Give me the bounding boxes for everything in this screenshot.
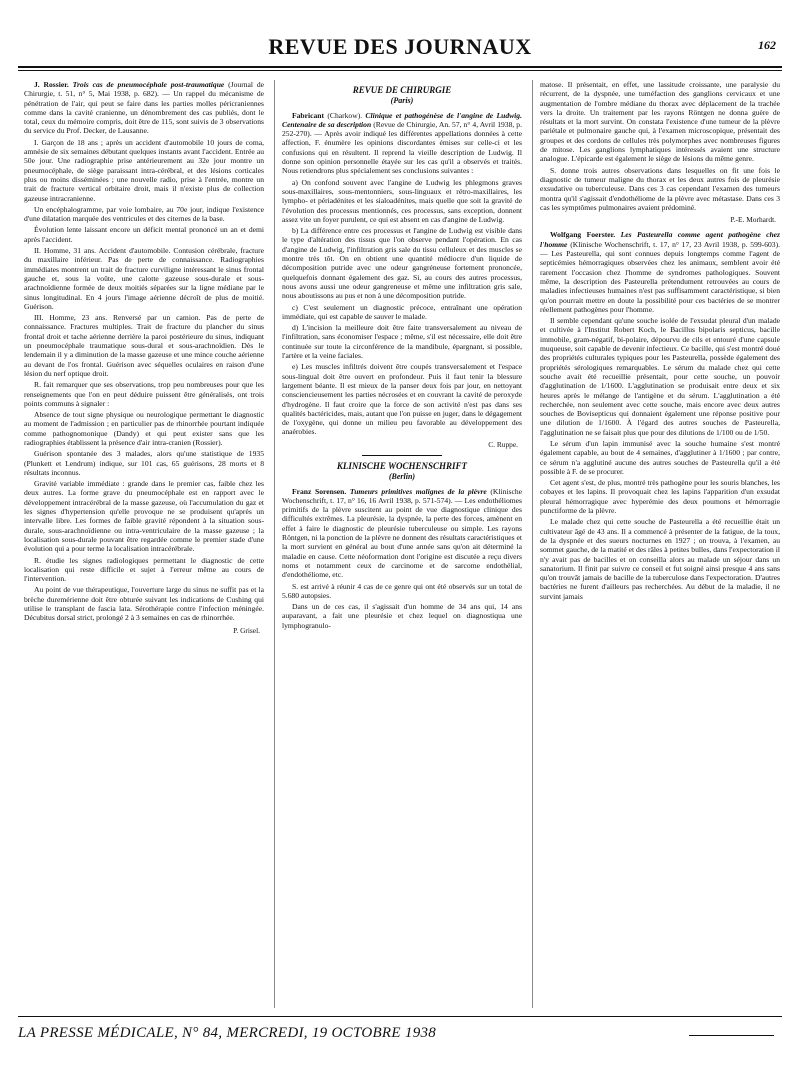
article-fabricant-intro — [282, 111, 522, 176]
column-3 — [540, 80, 780, 1010]
paragraph: Il semble cependant qu'une souche isolée de l'exsudat pleural d'un malade et cultivée à l'Institut Robert Koch, le Bacillus bipolaris septicus, bacille immobile, gram-négatif, bi-polaire, dépourvu de cils et entouré d'une capsule muqueuse, soit capable de devenir infectieux. Ce bacille, qui s'est montré doué des propriétés culturales typiques pour les Pasteurella, possède également des propriétés sérologiques remarquables. Le sérum du malade chez qui cette souche avait été recueillie présentait, pour cette souche, un pouvoir d'agglutination de 1/1600. L'agglutination se produisait entre deux et six heures après le mélange de l'antigène et du sérum. L'agglutination a été recherchée, non seulement avec cette souche, mais encore avec deux autres souches de Bovisepticus qui donnaient également une réponse positive pour une dilution de 1/1600. À l'égard des autres souches de Pasteurella, l'agglutination ne se faisait plus que pour des dilutions de 1/100 ou de 1/50. — [540, 316, 780, 437]
article-author-place: (Charkow). — [327, 110, 363, 120]
article-body: (Klinische Wochenschrift, t. 17, n° 16, 16 Avril 1938, p. 571-574). — Les endothéliomes primitifs de la plèvre suscitent au point de vue diagnostique clinique des difficultés extrêmes. La pleurésie, la dyspnée, la perte des forces, amènent en effet à faire le diagnostic de pleurésie tuberculeuse ou simple. Les rayons Röntgen, ni la ponction de la plèvre ne donnent des résultats caractéristiques et la mort survient en général au bout d'une année sans qu'on ait déterminé la maladie en cause. Cette néoformation dont l'origine est discutée a reçu divers noms et notamment ceux de carcinome et de sarcome endothélial, d'endothéliome, etc. — [282, 486, 522, 580]
article-title: Clinique et pathogénèse de l'angine de Ludwig. Centenaire de sa description — [282, 110, 522, 129]
article-rossier-intro — [24, 80, 264, 136]
paragraph: c) C'est seulement un diagnostic précoce, entraînant une opération immédiate, qui est capable de sauver le malade. — [282, 302, 522, 321]
section-divider — [362, 455, 442, 456]
paragraph: R. étudie les signes radiologiques permettant le diagnostic de cette localisation qui reste difficile et sujet à l'erreur même au cours de l'intervention. — [24, 555, 264, 584]
header-rule-thin — [18, 70, 782, 71]
article-author: Fabricant — [292, 110, 325, 120]
article-author: J. Rossier. — [34, 80, 69, 89]
paragraph: S. donne trois autres observations dans lesquelles on fit une fois le diagnostic de tumeur maligne du thorax et les deux autres fois de pleurésie exsudative ou tuberculeuse. Dans ces 3 cas cependant l'examen des tumeurs montra qu'il s'agissait d'endothéliome de la plèvre avec métastase. Dans ces 3 cas les symptômes pulmonaires avaient prédominé. — [540, 165, 780, 212]
article-title: Tumeurs primitives malignes de la plèvre — [349, 486, 487, 496]
header-rule — [18, 66, 782, 68]
page-number: 162 — [758, 38, 776, 52]
signature: P.-E. Morhardt. — [730, 215, 776, 225]
paragraph: d) L'incision la meilleure doit être faite transversalement au niveau de l'infiltration, sans économiser l'espace ; même, s'il est nécessaire, elle doit être continuée sur toute la circonférence de la mandibule, épargnant, si possible, l'artère et la veine faciales. — [282, 323, 522, 361]
paragraph: Le malade chez qui cette souche de Pasteurella a été recueillie était un cultivateur âgé de 43 ans. Il a commencé à présenter de la fatigue, de la toux, de la dyspnée et des sueurs nocturnes en 1927 ; on trouva, à l'examen, au sommet gauche, de la matité et des râles à petites bulles, dans l'expectoration il n'y avait pas de bacilles et on conseilla alors au malade un séjour dans un sanatorium. Il finit par suivre ce conseil et fut soigné ainsi presque 4 ans sans qu'on trouvât jamais de bacille de la tuberculose dans l'expectoration. D'autres bactéries ne furent d'ailleurs pas recherchées. Au début de la maladie, il ne survint jamais — [540, 517, 780, 601]
paragraph: Évolution lente laissant encore un déficit mental prononcé un an et demi après l'accident. — [24, 225, 264, 244]
paragraph: Au point de vue thérapeutique, l'ouverture large du sinus ne suffit pas et la brèche duremérienne doit être obturée suivant les indications de Cushing qui utilise le transplant de fascia lata. Sérothérapie contre l'infection méningée. Décubitus dorsal strict, prolongé 2 à 3 semaines en cas de rhinorrhée. — [24, 585, 264, 623]
section-city: (Paris) — [390, 96, 414, 106]
article-foerster-intro — [540, 230, 780, 314]
paragraph: a) On confond souvent avec l'angine de Ludwig les phlegmons graves sous-maxillaires, sous-mentonniers, sous-linguaux et rétro-maxillaires, les lympho- et périadénites et les sialoadénites, mais quelle que soit la gravité de l'évolution des processus mentionnés, ces processus, sans exception, donnent assez vite un foyer purulent, ce qui est absent en cas d'angine de Ludwig. — [282, 177, 522, 224]
paragraph: Gravité variable immédiate : grande dans le premier cas, faible chez les deux autres. La forme grave du pneumocéphale est en rapport avec le développement intracérébral de la masse gazeuse, où l'accumulation du gaz et les signes d'hypertension qu'elle provoque ne se produisent qu'après un intervalle libre. Les formes de faible gravité répondent à la situation sous-durale, sous-arachnoïdienne ou intra-ventriculaire de la masse gazeuse ; la localisation sous-durale pouvant être regardée comme le premier stade d'une évolution qui a pour terme la localisation intracérébrale. — [24, 479, 264, 554]
column-divider-2 — [532, 80, 533, 1008]
article-body: (Journal de Chirurgie, t. 51, n° 5, Mai 1938, p. 682). — Un rappel du mécanisme de pénétration de l'air, qui peut se faire dans les parties molles péricraniennes comme dans la cavité cranienne, un dénombrement des cas publiés, dont le total, ceux du mémoire compris, doit être de 115, sont suivis de 3 observations du service du Prof. Decker, de Lausanne. — [24, 80, 264, 136]
article-body: (Klinische Wochenschrift, t. 17, n° 17, 23 Avril 1938, p. 599-603). — Les Pasteurella, qui sont connues depuis longtemps comme l'agent de septicémies hémorragiques observées chez les animaux, semblent avoir été rarement l'occasion chez l'homme de syndromes pathologiques. Souvent même, la description des Pasteurella prétendument retrouvées au cours de maladies infectieuses humaines n'est pas suffisamment caractéristique, si bien qu'on pourrait mettre en doute la possibilité pour ces bactéries de se montrer réellement pathogènes pour l'homme. — [540, 239, 780, 314]
footer-rule — [689, 1035, 774, 1036]
paragraph: Le sérum d'un lapin immunisé avec la souche humaine s'est montré également capable, au bout de 4 semaines, d'agglutiner à 1/1600 ; par contre, ce sérum n'a agglutiné aucune des autres souches de Pasteurella qu'il a été possible à F. de se procurer. — [540, 438, 780, 476]
paragraph: Un encéphalogramme, par voie lombaire, au 70e jour, indique l'existence d'une dilatation marquée des ventricules et des citernes de la base. — [24, 204, 264, 224]
paragraph: R. fait remarquer que ses observations, trop peu nombreuses pour que les renseignements que l'on en peut déduire puissent être généralisés, ont trois points communs à signaler : — [24, 380, 264, 408]
paragraph: Absence de tout signe physique ou neurologique permettant le diagnostic au moment de l'admission ; en particulier pas de rhinorrhée pourtant indiquée comme pathognomonique (Dandy) et qui peut exister sans que les radiographies établissent la présence d'air intra-cranien (Rossier). — [24, 410, 264, 447]
paragraph: III. Homme, 23 ans. Renversé par un camion. Pas de perte de connaissance. Fractures multiples. Trait de fracture du plancher du sinus frontal droit et tache aérienne derrière la paroi postérieure du sinus, indiquant un pneumocéphale traumatique sous-dural et sous-arachnoïdien. Dès le lendemain il y a diminution de la masse gazeuse et une mince couche aérienne au devant de l'os frontal. Guérison avec séquelles oculaires en raison d'une lésion du nerf optique droit. — [24, 313, 264, 378]
paragraph: Dans un de ces cas, il s'agissait d'un homme de 34 ans qui, 14 ans auparavant, a fait une pleurésie et chez lequel on diagnostiqua une lymphogranulo- — [282, 602, 522, 630]
paragraph: II. Homme, 31 ans. Accident d'automobile. Contusion cérébrale, fracture du maxillaire inférieur. Pas de perte de connaissance. Radiographies immédiates montrent un trait de fracture curviligne intéressant le sinus frontal gauche et, sous la voûte, une calotte gazeuse sous-durale et sous-arachnoïdienne formée de deux moitiés séparées sur la ligne médiane par le sinus longitudinal. En 4 jours l'image aérienne décroît de plus de moitié. Guérison. — [24, 246, 264, 311]
paragraph: matose. Il présentait, en effet, une lassitude croissante, une paralysie du récurrent, de la dyspnée, une tuméfaction des ganglions cervicaux et une augmentation de l'ombre médiane du thorax avec déplacement de la trachée vers la droite. Un traitement par les rayons Röntgen ne donna guère de résultats et la mort survint. On constata l'existence d'une tumeur de la plèvre pariétale et pulmonaire gauche qui, à l'examen microscopique, présentait des groupes et des cordons de cellules très polymorphes avec nombreuses figures de mitose. Les ganglions lymphatiques intéressés avaient une structure analogue. L'épicarde est également le siège de lésions du même genre. — [540, 80, 780, 164]
paragraph: b) La différence entre ces processus et l'angine de Ludwig est visible dans le type d'altération des tissus que l'on observe pendant l'opération. En cas d'angine de Ludwig, l'infiltration gris sale du tissu celluleux et des muscles se montre très tôt. On en obtient une quantité médiocre d'un liquide de décomposition putride avec une odeur gangréneuse fortement prononcée, quelquefois donnant également des gaz. Si, au cours des autres processus, nous avons aussi une odeur gangreneuse et même une infiltration gris sale, nous aboutissons au pus et non à une décomposition putride. — [282, 226, 522, 301]
page-header — [18, 28, 782, 66]
section-heading: REVUE DE CHIRURGIE — [352, 85, 452, 95]
article-author: Franz Sorensen. — [292, 486, 347, 496]
paragraph: Cet agent s'est, de plus, montré très pathogène pour les souris blanches, les cobayes et les lapins. Il provoquait chez les lapins l'apparition d'un exsudat pleural hémorragique avec hyperémie des deux poumons et hémorragie punctiforme de la plèvre. — [540, 478, 780, 516]
page-footer — [18, 1016, 782, 1045]
journal-section-title: REVUE DES JOURNAUX — [268, 34, 532, 59]
footer-publication-line: LA PRESSE MÉDICALE, N° 84, MERCREDI, 19 OCTOBRE 1938 — [18, 1025, 437, 1041]
article-title: Les Pasteurella comme agent pathogène chez l'homme — [540, 230, 780, 249]
article-sorensen-intro — [282, 487, 522, 580]
section-city: (Berlin) — [388, 472, 416, 482]
article-title: Trois cas de pneumocéphale post-traumatique — [72, 80, 225, 89]
column-1 — [24, 80, 264, 1010]
paragraph: Guérison spontanée des 3 malades, alors qu'une statistique de 1935 (Plunkett et Lendrum) indique, sur 101 cas, 65 guérisons, 28 morts et 8 résultats inconnus. — [24, 449, 264, 477]
article-author: Wolfgang Foerster. — [550, 230, 616, 240]
section-heading: KLINISCHE WOCHENSCHRIFT — [336, 460, 468, 471]
column-divider-1 — [274, 80, 275, 1008]
column-2 — [282, 80, 522, 1010]
article-body: (Revue de Chirurgie, An. 57, n° 4, Avril 1938, p. 252-270). — Après avoir indiqué les différentes appellations données à cette affection, F. énumère les opinions discordantes émises sur celle-ci et les confusions qui en résultent. Il reprend la vieille description de Ludwig. Il donne son opinion personnelle étayée sur les cas qu'il a observés et traités. Nous retiendrons plus spécialement ses conclusions suivantes : — [282, 119, 522, 176]
paragraph: I. Garçon de 18 ans ; après un accident d'automobile 10 jours de coma, amnésie de six semaines débutant quelques instants avant l'accident. Entrée au 50e jour. Une radiographie prise antérieurement au 32e jour montre un pneumocéphale, de siège paraissant intra-cérébral, et des lésions corticales plus ou moins disséminées ; une nouvelle radio, prise à l'entrée, montre un trait de fracture vertical orbitaire droit, mais il n'existe plus de collection gazeuse intracranienne. — [24, 137, 264, 203]
paragraph: e) Les muscles infiltrés doivent être coupés transversalement et l'espace sous-lingual doit être ouvert en profondeur. Puis il faut tenir la blessure largement béante. Il est mieux de la panser deux fois par jour, en nettoyant consciencieusement les parties nécrosées et en couvrant la cavité de peroxyde d'hydrogène. Il faut croire que la force de son activité n'est pas dans ses qualités bactéricides, mais, autant que l'on puisse en juger, dans le dégagement de l'oxygène, qui donne un milieu peu favorable au développement des anaérobies. — [282, 362, 522, 437]
signature: C. Ruppe. — [488, 439, 518, 449]
signature: P. Grisel. — [233, 625, 260, 635]
paragraph: S. est arrivé à réunir 4 cas de ce genre qui ont été observés sur un total de 5.680 autopsies. — [282, 581, 522, 600]
